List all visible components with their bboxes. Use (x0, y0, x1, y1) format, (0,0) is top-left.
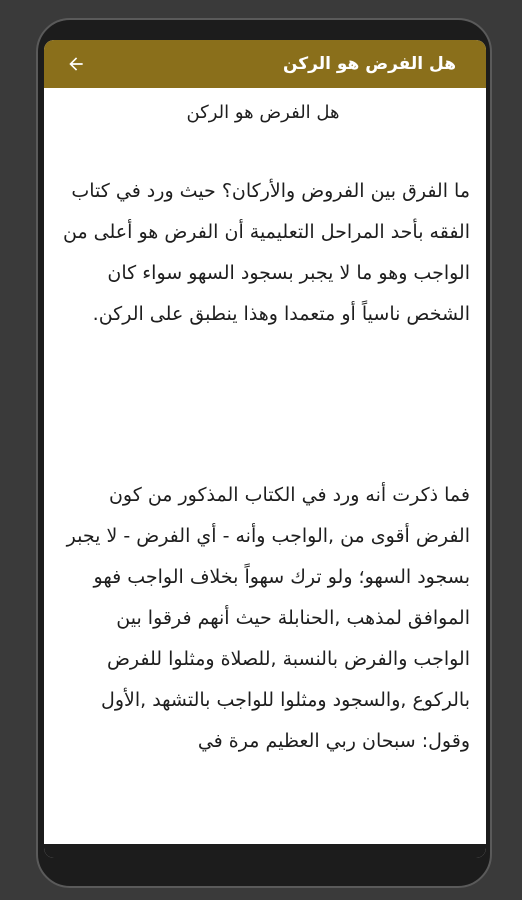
article-content (44, 88, 486, 762)
arrow-left-icon (66, 54, 86, 74)
back-button[interactable] (64, 52, 88, 76)
article-paragraph: ما الفرق بين الفروض والأركان؟ حيث ورد في كتاب الفقه بأحد المراحل التعليمية أن الفرض هو أعلى من الواجب وهو ما لا يجبر بسجود السهو سواء كان الشخص ناسياً أو متعمدا وهذا ينطبق على الركن. (62, 180, 470, 325)
app-bar (44, 40, 486, 88)
app-bar-title: هل الفرض هو الركن (282, 54, 456, 74)
app-screen (44, 40, 486, 858)
article-heading: هل الفرض هو الركن (186, 102, 340, 123)
screen-bottom-edge (44, 844, 486, 858)
article-paragraph: فما ذكرت أنه ورد في الكتاب المذكور من كون الفرض أقوى من ,الواجب وأنه - أي الفرض - لا يجبر بسجود السهو؛ ولو ترك سهواً بخلاف الواجب فهو الموافق لمذهب ,الحنابلة حيث أنهم فرقوا بين الواجب والفرض بالنسبة ,للصلاة ومثلوا للفرض بالركوع ,والسجود ومثلوا للواجب بالتشهد ,الأول وقول: سبحان ربي العظيم مرة في (66, 484, 470, 752)
